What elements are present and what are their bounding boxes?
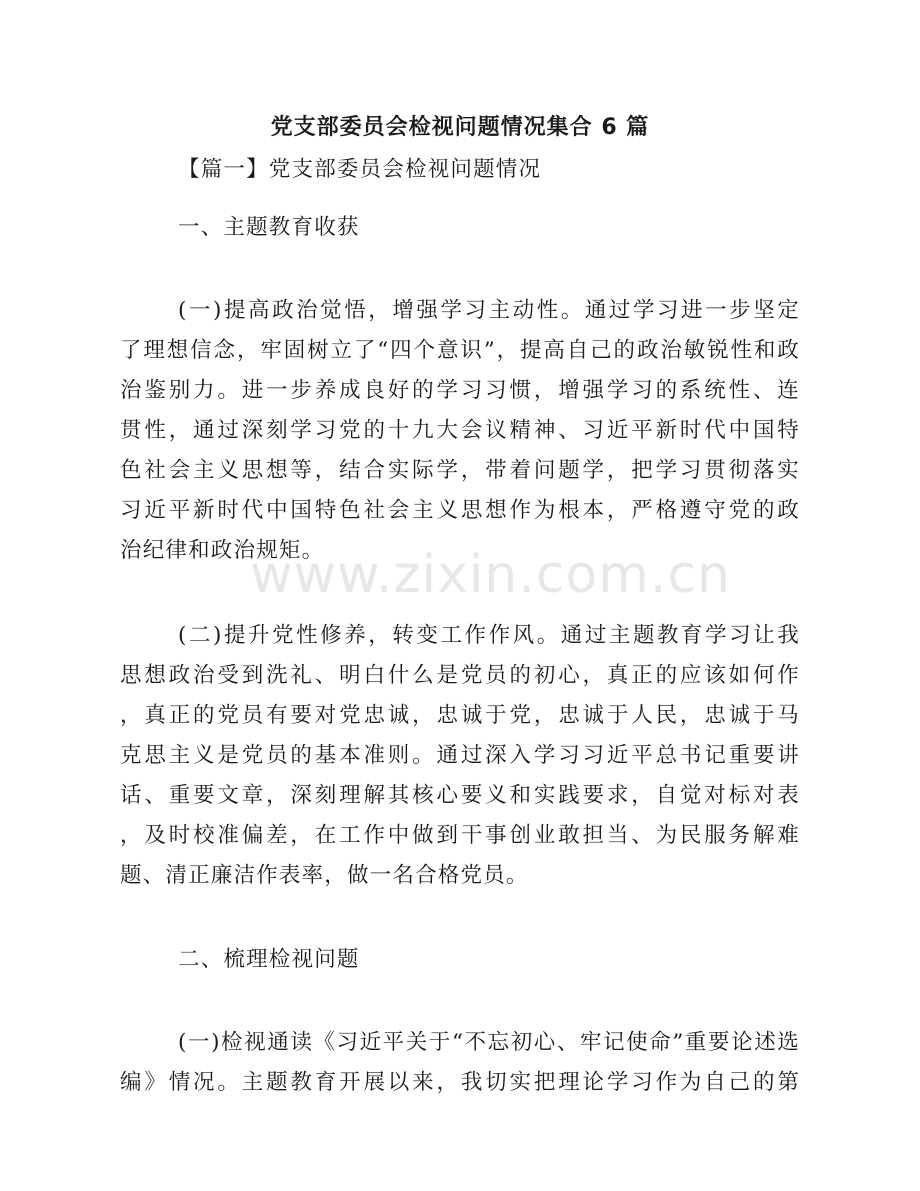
paragraph-3-line-2: 编》情况。主题教育开展以来，我切实把理论学习作为自己的第 — [120, 1070, 800, 1095]
paragraph-2-line-6: ，及时校准偏差，在工作中做到干事创业敢担当、为民服务解难 — [120, 823, 800, 848]
paragraph-1-line-4: 贯性，通过深刻学习党的十九大会议精神、习近平新时代中国特 — [120, 418, 800, 443]
chapter-heading: 【篇一】党支部委员会检视问题情况 — [178, 157, 542, 182]
document-title: 党支部委员会检视问题情况集合 6 篇 — [270, 115, 650, 140]
paragraph-1-line-6: 习近平新时代中国特色社会主义思想作为根本，严格遵守党的政 — [120, 498, 800, 523]
section-heading-2: 二、梳理检视问题 — [178, 947, 360, 972]
paragraph-1-line-7: 治纪律和政治规矩。 — [120, 538, 325, 563]
paragraph-2-line-5: 话、重要文章，深刻理解其核心要义和实践要求，自觉对标对表 — [120, 783, 800, 808]
paragraph-1-line-5: 色社会主义思想等，结合实际学，带着问题学，把学习贯彻落实 — [120, 458, 800, 483]
watermark-text: www.zixin.com.cn — [250, 545, 731, 605]
paragraph-2-line-4: 克思主义是党员的基本准则。通过深入学习习近平总书记重要讲 — [120, 743, 800, 768]
section-heading-1: 一、主题教育收获 — [178, 215, 360, 240]
paragraph-2-line-2: 思想政治受到洗礼、明白什么是党员的初心，真正的应该如何作 — [120, 663, 800, 688]
paragraph-2-line-1: (二)提升党性修养，转变工作作风。通过主题教育学习让我 — [178, 623, 800, 648]
paragraph-3-line-1: (一)检视通读《习近平关于“不忘初心、牢记使命”重要论述选 — [178, 1030, 800, 1055]
paragraph-2-line-3: ，真正的党员有要对党忠诚，忠诚于党，忠诚于人民，忠诚于马 — [120, 703, 800, 728]
paragraph-2-line-7: 题、清正廉洁作表率，做一名合格党员。 — [120, 863, 529, 888]
paragraph-1-line-3: 治鉴别力。进一步养成良好的学习习惯，增强学习的系统性、连 — [120, 378, 800, 403]
paragraph-1-line-2: 了理想信念，牢固树立了“四个意识”，提高自己的政治敏锐性和政 — [120, 338, 800, 363]
paragraph-1-line-1: (一)提高政治觉悟，增强学习主动性。通过学习进一步坚定 — [178, 298, 800, 323]
